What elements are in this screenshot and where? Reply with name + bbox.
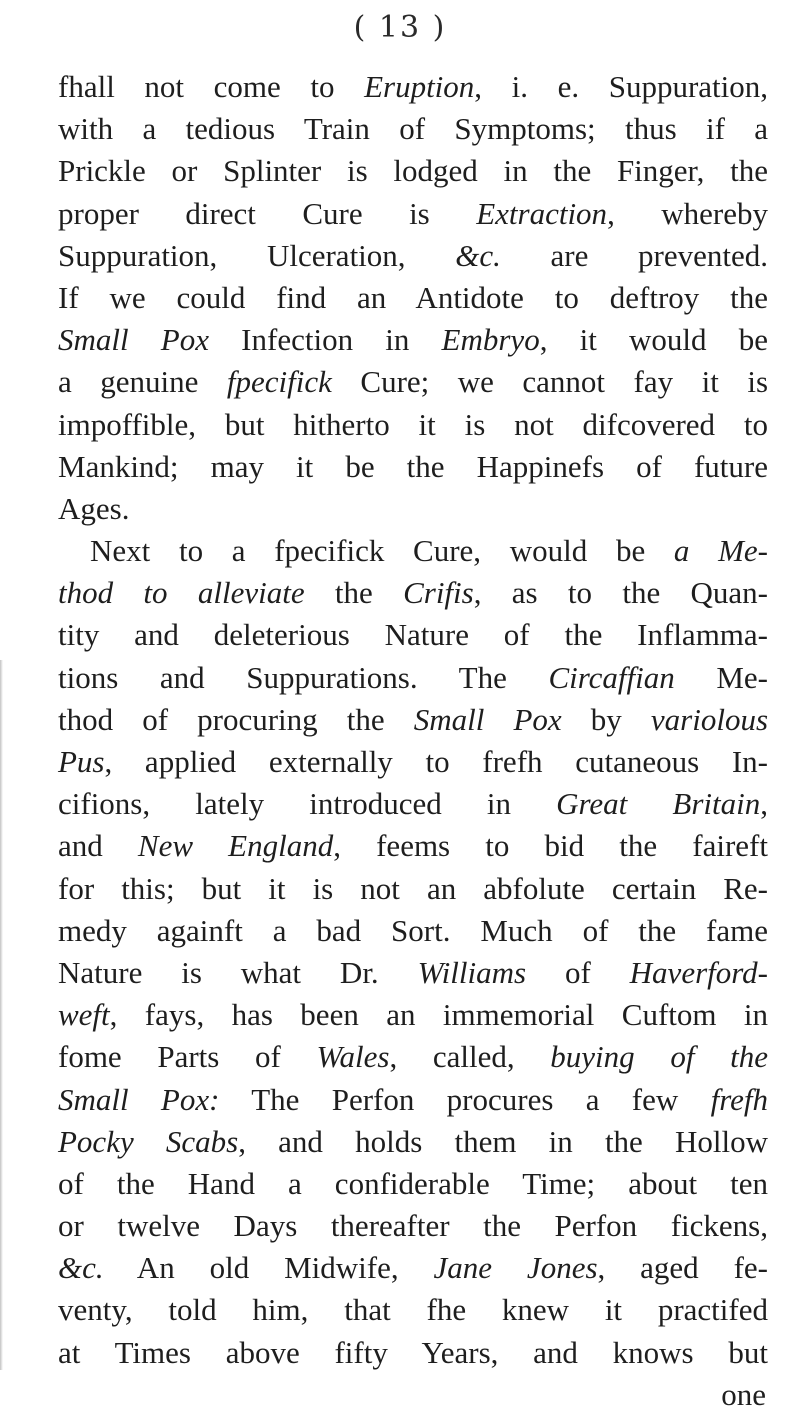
- text-line: [58, 572, 768, 614]
- italic-text: Pus: [58, 744, 105, 779]
- text-line: [58, 825, 768, 867]
- text-segment: Mankind; may it be the Happinefs of future: [58, 448, 768, 484]
- text-segment: at Times above fifty Years, and knows but: [58, 1334, 768, 1370]
- text-segment: by: [561, 701, 651, 737]
- text-segment: , called,: [389, 1039, 551, 1075]
- text-line: [58, 1289, 768, 1331]
- text-segment: proper direct Cure is: [58, 195, 477, 231]
- text-segment: cifions, lately introduced in: [58, 786, 557, 822]
- text-line: [58, 952, 768, 994]
- text-line: [58, 614, 768, 656]
- italic-text: &c.: [58, 1250, 104, 1286]
- text-segment: a genuine: [58, 364, 227, 400]
- text-line: [58, 699, 768, 741]
- italic-text: &c.: [455, 237, 501, 273]
- text-segment: ,: [760, 786, 768, 822]
- text-segment: , it would be: [539, 322, 768, 358]
- text-segment: impoffible, but hitherto it is not difcovered to: [58, 406, 768, 442]
- text-segment: fhall not come to: [58, 69, 365, 104]
- text-segment: , and holds them in the Hollow: [238, 1123, 769, 1159]
- italic-text: Crifis: [403, 575, 474, 611]
- text-line: [58, 1332, 768, 1374]
- italic-text: New England: [137, 828, 334, 864]
- text-segment: , fays, has been an immemorial Cuftom in: [109, 997, 768, 1033]
- text-segment: The Perfon procures a few: [219, 1081, 711, 1117]
- text-segment: Cure; we cannot fay it is: [331, 364, 769, 400]
- italic-text: buying of the: [550, 1039, 768, 1075]
- italic-text: fpecifick: [226, 364, 332, 400]
- italic-text: Extraction: [476, 195, 608, 231]
- text-segment: of the Hand a confiderable Time; about ten: [58, 1165, 768, 1201]
- text-line: [58, 1079, 768, 1121]
- text-segment: for this; but it is not an abfolute certain Re-: [58, 870, 768, 906]
- text-line: [58, 1036, 768, 1078]
- text-line: [58, 1121, 768, 1163]
- italic-text: weft: [58, 997, 110, 1033]
- text-segment: venty, told him, that fhe knew it practifed: [58, 1292, 768, 1328]
- text-line: [58, 150, 768, 192]
- italic-text: thod to alleviate: [58, 575, 305, 611]
- text-segment: , whereby: [607, 195, 768, 231]
- text-line: [58, 1247, 768, 1289]
- text-line: [58, 1374, 768, 1416]
- text-segment: tions and Suppurations. The: [58, 659, 549, 695]
- text-line: [58, 1163, 768, 1205]
- italic-text: Wales: [316, 1039, 390, 1075]
- text-segment: , as to the Quan-: [473, 575, 768, 611]
- italic-text: Williams: [417, 954, 527, 990]
- italic-text: Embryo: [441, 322, 540, 358]
- text-line: [58, 446, 768, 488]
- italic-text: a Me-: [673, 533, 768, 569]
- text-segment: An old Midwife,: [103, 1250, 434, 1286]
- body-text: [58, 66, 768, 1416]
- text-segment: , applied externally to frefh cutaneous In-: [104, 744, 768, 779]
- text-segment: medy againft a bad Sort. Much of the fame: [58, 912, 768, 948]
- text-line: [58, 277, 768, 319]
- text-segment: and: [58, 828, 138, 864]
- text-segment: thod of procuring the: [58, 701, 414, 737]
- text-segment: or twelve Days thereafter the Perfon fickens,: [58, 1208, 768, 1244]
- text-line: [58, 868, 768, 910]
- text-line: [58, 657, 768, 699]
- text-segment: Ages.: [58, 490, 130, 526]
- text-line: [58, 361, 768, 403]
- text-segment: of: [526, 954, 630, 990]
- text-line: [58, 783, 768, 825]
- text-line: [58, 193, 768, 235]
- text-segment: Me-: [674, 659, 768, 695]
- italic-text: Pocky Scabs: [58, 1123, 239, 1159]
- page-number: ( 13 ): [353, 10, 447, 45]
- text-line: [58, 235, 768, 277]
- italic-text: Great Britain: [556, 786, 761, 822]
- text-segment: tity and deleterious Nature of the Inflamma-: [58, 617, 768, 653]
- text-segment: , feems to bid the faireft: [333, 828, 768, 864]
- text-segment: are prevented.: [500, 237, 768, 273]
- italic-text: variolous: [650, 701, 769, 737]
- text-segment: , i. e. Suppuration,: [474, 69, 769, 104]
- text-segment: , aged fe-: [597, 1250, 768, 1286]
- binding-edge: [0, 660, 3, 1370]
- text-line: [58, 108, 768, 150]
- text-line: [58, 404, 768, 446]
- italic-text: Haverford-: [629, 954, 768, 990]
- text-line: [58, 994, 768, 1036]
- text-segment: If we could find an Antidote to deftroy the: [58, 279, 768, 315]
- text-line: [58, 488, 768, 530]
- italic-text: Small Pox: [413, 701, 562, 737]
- text-segment: the: [304, 575, 404, 611]
- text-line: [58, 319, 768, 361]
- italic-text: Circaffian: [548, 659, 675, 695]
- text-segment: Suppuration, Ulceration,: [58, 237, 456, 273]
- text-segment: one: [721, 1376, 766, 1412]
- italic-text: Small Pox: [58, 322, 209, 358]
- text-segment: Nature is what Dr.: [58, 954, 418, 990]
- italic-text: frefh: [710, 1081, 768, 1117]
- text-segment: fome Parts of: [58, 1039, 317, 1075]
- text-line: [58, 1205, 768, 1247]
- text-segment: Infection in: [209, 322, 442, 358]
- italic-text: Small Pox:: [58, 1081, 220, 1117]
- text-line: [58, 66, 768, 108]
- text-line: [58, 530, 768, 572]
- italic-text: Eruption: [364, 69, 475, 104]
- text-segment: Next to a fpecifick Cure, would be: [90, 533, 674, 569]
- text-line: [58, 910, 768, 952]
- text-line: [58, 741, 768, 783]
- text-segment: Prickle or Splinter is lodged in the Finger, the: [58, 153, 768, 189]
- italic-text: Jane Jones: [433, 1250, 598, 1286]
- text-segment: with a tedious Train of Symptoms; thus if a: [58, 111, 768, 147]
